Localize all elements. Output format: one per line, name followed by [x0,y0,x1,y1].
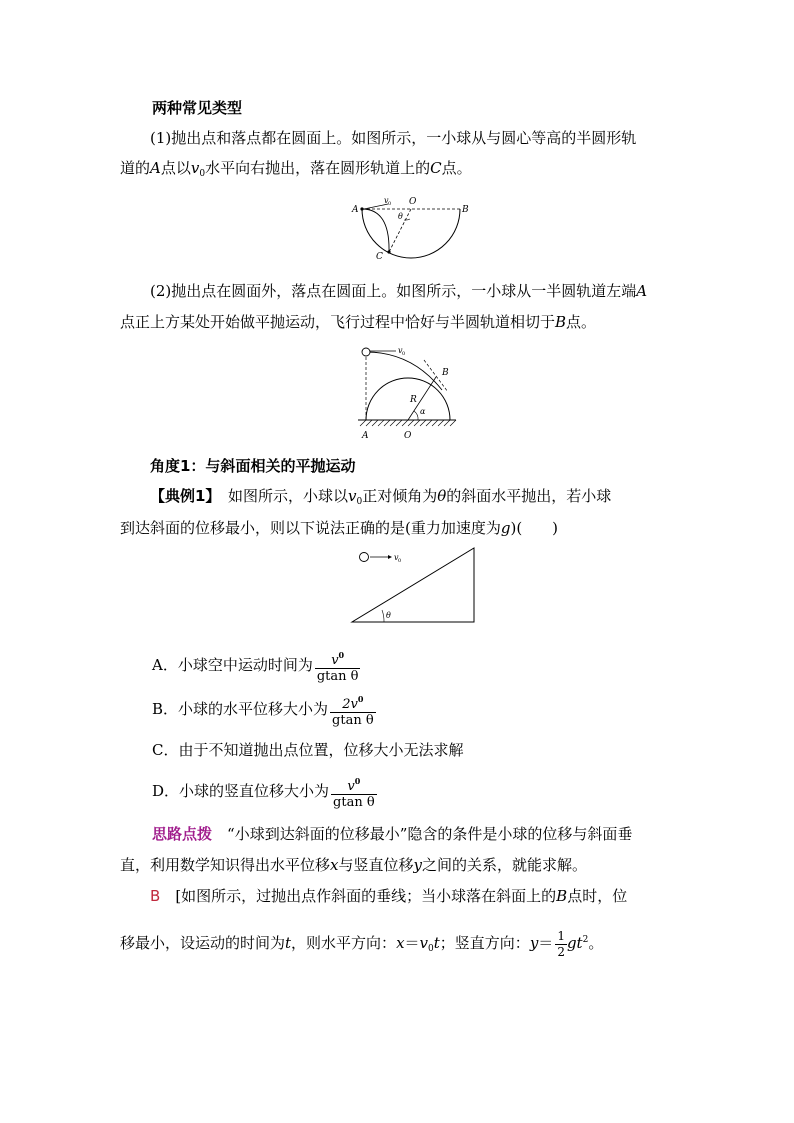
text: 点。 [441,159,472,177]
point-b: B [556,887,568,905]
fraction-half [555,929,567,960]
text: 之间的关系，就能求解。 [421,856,587,874]
option-label: B．小球的水平位移大小为 [152,700,329,718]
label-v0-sub: 0 [402,351,406,357]
denominator: gtan θ [332,713,374,728]
x-symbol: x [330,856,339,874]
velocity-symbol: v [419,934,429,952]
text: [如图所示，过抛出点作斜面的垂线；当小球落在斜面上的 [175,887,557,905]
answer-letter: B [150,887,161,905]
point-b: B [555,313,567,331]
numerator: v [347,779,355,794]
gt-symbol: gt [566,934,583,952]
subscript: 0 [199,169,206,179]
text: )( ) [510,519,559,537]
label-o: O [409,197,417,207]
text: 点以 [160,159,191,177]
text: 道的 [120,159,151,177]
fraction [315,648,361,684]
numerator: 2v [342,697,358,712]
equals: ＝ [404,934,420,952]
superscript: 2 [582,935,589,945]
label-theta: θ [386,611,391,620]
text: (2)抛出点在圆面外，落点在圆面上。如图所示，一小球从一半圆轨道左端 [150,282,637,300]
label-b: B [462,205,469,215]
label-v0-sub: 0 [398,558,402,564]
equals: ＝ [538,934,554,952]
option-label: C．由于不知道抛出点位置，位移大小无法求解 [152,741,464,759]
t-symbol: t [285,934,292,952]
hint-line2 [120,855,587,875]
text: 直，利用数学知识得出水平位移 [120,856,331,874]
option-label: D．小球的竖直位移大小为 [152,782,330,800]
option-c [152,740,463,760]
case2-line1 [150,281,647,301]
velocity-symbol: v [190,159,200,177]
ball [360,553,369,562]
text: 。 [588,934,604,952]
label-v0: v [398,346,403,355]
text: 点。 [566,313,597,331]
y-symbol: y [413,856,422,874]
ground-hatching [360,420,456,426]
angle-heading: 角度1：与斜面相关的平抛运动 [150,457,356,475]
point-a-dot [360,207,363,210]
velocity-symbol: v [347,487,357,505]
superscript: 0 [357,694,364,704]
text: “小球到达斜面的位移最小”隐含的条件是小球的位移与斜面垂 [227,825,633,843]
label-o: O [404,431,412,441]
text: 点时，位 [567,887,628,905]
text: ，则水平方向： [291,934,397,952]
point-c: C [430,159,442,177]
point-c-dot [387,250,390,253]
solution-line2 [120,924,603,965]
text: 正对倾角为 [362,487,438,505]
x-symbol: x [396,934,405,952]
section-heading: 两种常见类型 [152,99,243,117]
option-b [152,692,376,728]
fraction [330,692,376,728]
subscript: 0 [428,944,434,954]
angle-arc [404,219,410,220]
ball [362,348,370,356]
case1-line2 [120,158,472,184]
numerator: 1 [557,928,565,943]
denominator: 2 [557,944,565,959]
case1-text: (1)抛出点和落点都在圆面上。如图所示，一小球从与圆心等高的半圆形轨 [150,129,637,147]
label-a: A [352,205,359,215]
point-a: A [636,282,648,300]
angle-arc [414,411,418,420]
case1-line1 [150,128,636,148]
case2-line2 [120,312,596,332]
label-v0-sub: 0 [388,201,392,207]
label-v0: v [384,196,389,205]
text: 移最小，设运动的时间为 [120,934,286,952]
example-line1 [150,486,611,512]
angle-arc [382,610,384,622]
example-line2 [120,518,558,538]
subscript: 0 [356,497,363,507]
g-symbol: g [500,519,511,537]
figure-tangent-track [352,340,462,444]
denominator: gtan θ [316,669,359,684]
option-d [152,774,377,810]
text: 点正上方某处开始做平抛运动，飞行过程中恰好与半圆轨道相切于 [120,313,556,331]
label-c: C [376,252,383,262]
denominator: gtan θ [333,795,375,810]
label-v0: v [394,553,399,562]
superscript: 0 [338,650,345,660]
option-label: A．小球空中运动时间为 [152,656,313,674]
text: 如图所示，小球以 [227,487,348,505]
text: 到达斜面的位移最小，则以下说法正确的是(重力加速度为 [120,519,501,537]
hint-tag: 思路点拨 [152,825,213,843]
label-alpha: α [420,407,426,416]
text: 水平向右抛出，落在圆形轨道上的 [205,159,431,177]
figure-semicircle-track [350,192,470,264]
solution-line1 [150,886,627,906]
theta-symbol: θ [437,487,447,505]
label-b: B [442,368,449,378]
example-tag: 【典例1】 [150,487,213,505]
incline-triangle [352,548,474,622]
y-symbol: y [529,934,539,952]
text: 的斜面水平抛出，若小球 [446,487,612,505]
label-theta: θ [398,212,403,221]
point-a: A [150,159,161,177]
text: ；竖直方向： [439,934,530,952]
superscript: 0 [354,776,361,786]
t-symbol: t [433,934,440,952]
hint-line1 [152,824,632,844]
figure-incline [348,544,480,626]
numerator: v [331,653,339,668]
arrow-head [388,555,392,559]
text: 与竖直位移 [338,856,414,874]
label-a: A [362,431,369,441]
label-r: R [410,395,417,405]
option-a [152,648,360,684]
fraction [331,774,377,810]
semicircle-track [362,209,460,258]
trajectory-curve [362,209,389,252]
